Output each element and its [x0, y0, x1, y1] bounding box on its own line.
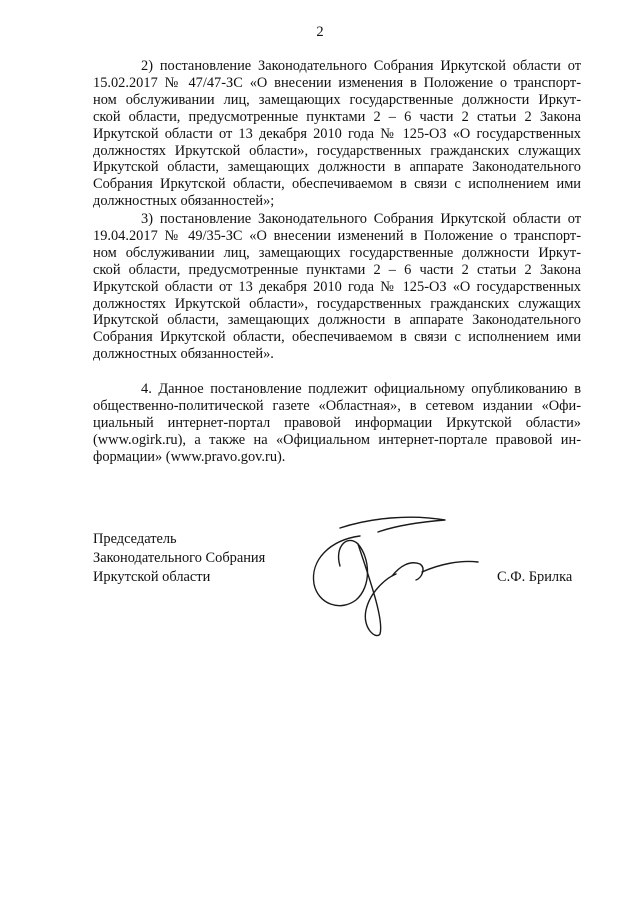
- paragraph-line: Иркутской области, замещающих должности в аппарате Законодательного: [93, 312, 581, 329]
- paragraph-line: (www.ogirk.ru), а также на «Официальном интернет-портале правовой ин-: [93, 431, 581, 448]
- paragraph-item-2: [93, 58, 581, 210]
- signatory-name: С.Ф. Брилка: [497, 569, 573, 585]
- paragraph-line: Собрания Иркутской области, обеспечиваемом в связи с исполнением ими: [93, 329, 581, 346]
- signatory-title: [93, 530, 265, 587]
- paragraph-line: ном обслуживании лиц, замещающих государственные должности Иркут-: [93, 91, 581, 108]
- paragraph-line: Собрания Иркутской области, обеспечиваемом в связи с исполнением ими: [93, 176, 581, 193]
- paragraph-line: ном обслуживании лиц, замещающих государственные должности Иркут-: [93, 244, 581, 261]
- paragraph-line: 4. Данное постановление подлежит официальному опубликованию в: [141, 381, 581, 397]
- paragraph-line: должностях Иркутской области», государственных гражданских служащих: [93, 142, 581, 159]
- paragraph-line: Иркутской области от 13 декабря 2010 года № 125-ОЗ «О государственных: [93, 125, 581, 142]
- paragraph-line: 2) постановление Законодательного Собрания Иркутской области от: [141, 58, 581, 74]
- paragraph-line: ской области, предусмотренные пунктами 2 – 6 части 2 статьи 2 Закона: [93, 261, 581, 278]
- signatory-title-line: Законодательного Собрания: [93, 550, 266, 566]
- paragraph-line: 3) постановление Законодательного Собрания Иркутской области от: [141, 211, 581, 227]
- page-number: 2: [316, 24, 324, 40]
- paragraph-line: должностях Иркутской области», государственных гражданских служащих: [93, 295, 581, 312]
- paragraph-line: циальный интернет-портал правовой информации Иркутской области»: [93, 414, 581, 431]
- signatory-title-line: Иркутской области: [93, 569, 211, 585]
- paragraph-line: Иркутской области от 13 декабря 2010 года № 125-ОЗ «О государственных: [93, 278, 581, 295]
- paragraph-line: 19.04.2017 № 49/35-ЗС «О внесении изменений в Положение о транспорт-: [93, 227, 581, 244]
- paragraph-line: Иркутской области, замещающих должности в аппарате Законодательного: [93, 159, 581, 176]
- paragraph-line: должностных обязанностей»;: [93, 193, 275, 210]
- paragraph-line: формации» (www.pravo.gov.ru).: [93, 448, 286, 465]
- paragraph-line: 15.02.2017 № 47/47-ЗС «О внесении изменения в Положение о транспорт-: [93, 74, 581, 91]
- paragraph-publication: [93, 381, 581, 466]
- paragraph-line: должностных обязанностей».: [93, 346, 274, 363]
- signatory-title-line: Председатель: [93, 531, 177, 547]
- paragraph-item-3: [93, 211, 581, 363]
- paragraph-line: ской области, предусмотренные пунктами 2 – 6 части 2 статьи 2 Закона: [93, 108, 581, 125]
- paragraph-line: общественно-политической газете «Областная», в сетевом издании «Офи-: [93, 397, 581, 414]
- handwritten-signature: [300, 500, 490, 640]
